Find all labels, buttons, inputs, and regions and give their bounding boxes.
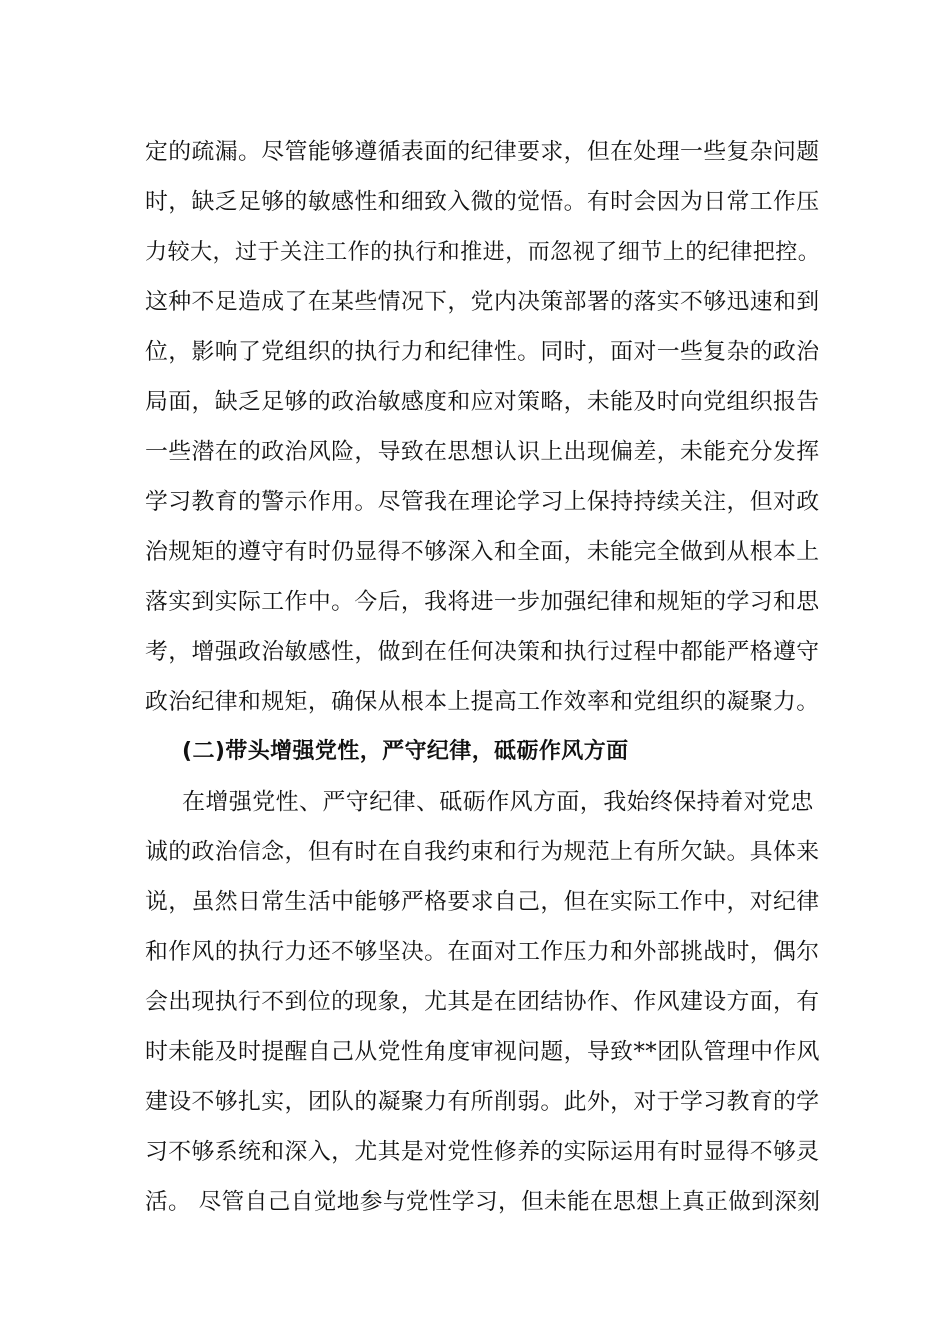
paragraph-line: 一些潜在的政治风险，导致在思想认识上出现偏差，未能充分发挥 — [145, 439, 820, 465]
paragraph-line: 时未能及时提醒自己从党性角度审视问题，导致**团队管理中作风 — [145, 1039, 820, 1065]
paragraph-line: 建设不够扎实，团队的凝聚力有所削弱。此外，对于学习教育的学 — [145, 1089, 820, 1115]
paragraph-line: 落实到实际工作中。今后，我将进一步加强纪律和规矩的学习和思 — [145, 589, 820, 615]
paragraph-line: 考，增强政治敏感性，做到在任何决策和执行过程中都能严格遵守 — [145, 639, 820, 665]
paragraph-line: 学习教育的警示作用。尽管我在理论学习上保持持续关注，但对政 — [145, 489, 820, 515]
paragraph-line: 在增强党性、严守纪律、砥砺作风方面，我始终保持着对党忠 — [182, 789, 814, 815]
paragraph-line: 诚的政治信念，但有时在自我约束和行为规范上有所欠缺。具体来 — [145, 839, 820, 865]
paragraph-line: 和作风的执行力还不够坚决。在面对工作压力和外部挑战时，偶尔 — [145, 939, 820, 965]
paragraph-line: 力较大，过于关注工作的执行和推进，而忽视了细节上的纪律把控。 — [145, 239, 821, 265]
paragraph-line: 说，虽然日常生活中能够严格要求自己，但在实际工作中，对纪律 — [145, 889, 820, 915]
paragraph-line: 位，影响了党组织的执行力和纪律性。同时，面对一些复杂的政治 — [145, 339, 820, 365]
paragraph-line: 这种不足造成了在某些情况下，党内决策部署的落实不够迅速和到 — [145, 289, 820, 315]
paragraph-line: 治规矩的遵守有时仍显得不够深入和全面，未能完全做到从根本上 — [145, 539, 820, 565]
paragraph-line: 活。 尽管自己自觉地参与党性学习，但未能在思想上真正做到深刻 — [145, 1189, 821, 1215]
paragraph-line: 时，缺乏足够的敏感性和细致入微的觉悟。有时会因为日常工作压 — [145, 189, 820, 215]
paragraph-line: 局面，缺乏足够的政治敏感度和应对策略，未能及时向党组织报告 — [145, 389, 820, 415]
paragraph-line: 会出现执行不到位的现象，尤其是在团结协作、作风建设方面，有 — [145, 989, 820, 1015]
paragraph-line: 政治纪律和规矩，确保从根本上提高工作效率和党组织的凝聚力。 — [145, 689, 820, 715]
section-heading: (二)带头增强党性，严守纪律，砥砺作风方面 — [182, 739, 629, 764]
paragraph-line: 习不够系统和深入，尤其是对党性修养的实际运用有时显得不够灵 — [145, 1139, 820, 1165]
paragraph-line: 定的疏漏。尽管能够遵循表面的纪律要求，但在处理一些复杂问题 — [145, 139, 820, 165]
